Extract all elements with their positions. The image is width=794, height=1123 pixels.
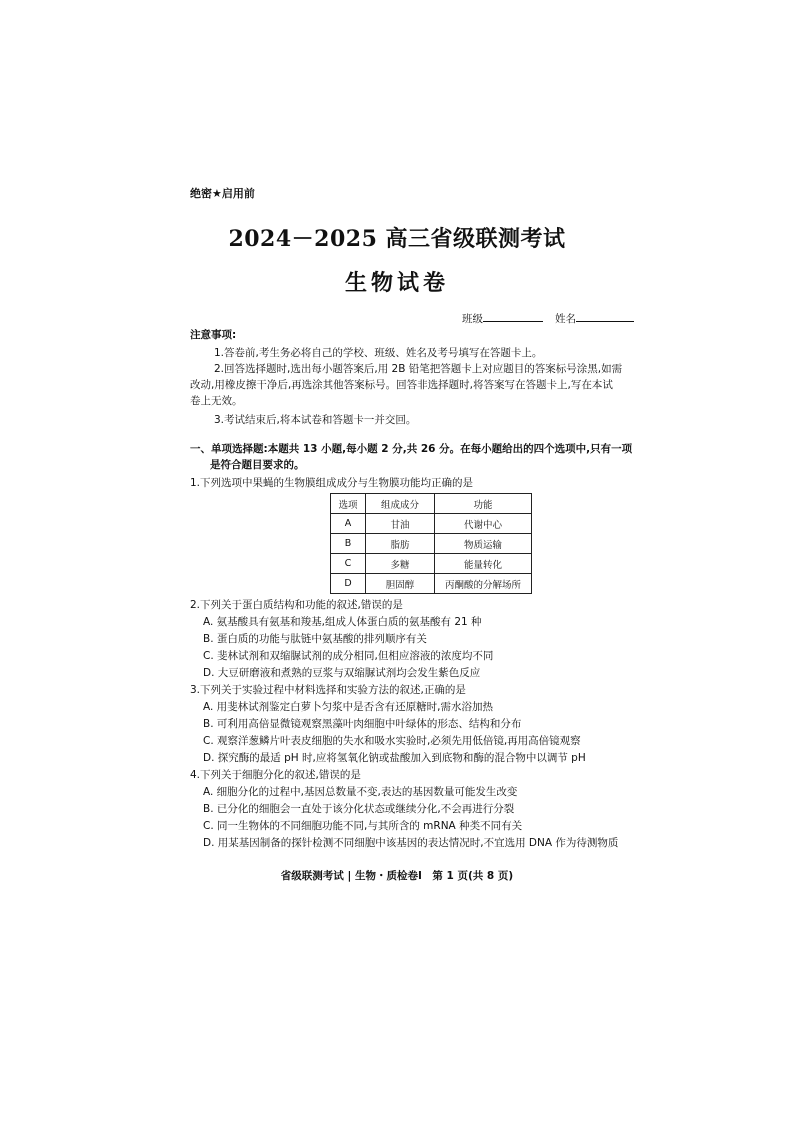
question-4-option-b: B. 已分化的细胞会一直处于该分化状态或继续分化,不会再进行分裂 — [203, 803, 515, 815]
table-header-cell: 选项 — [331, 494, 366, 514]
name-label: 姓名 — [555, 313, 576, 325]
table-row — [331, 574, 532, 594]
question-4-option-a: A. 细胞分化的过程中,基因总数量不变,表达的基因数量可能发生改变 — [203, 786, 518, 798]
notice-item-2-line3: 卷上无效。 — [190, 395, 243, 407]
confidential-label: 绝密★启用前 — [190, 187, 255, 200]
exam-title: 2024－2025 高三省级联测考试 — [228, 226, 566, 252]
table-header-cell: 组成成分 — [366, 494, 435, 514]
notice-item-2-line1: 2.回答选择题时,选出每小题答案后,用 2B 铅笔把答题卡上对应题目的答案标号涂黑,如需 — [214, 363, 623, 375]
section-heading-line1: 一、单项选择题:本题共 13 小题,每小题 2 分,共 26 分。在每小题给出的四个选项中,只有一项 — [190, 443, 633, 455]
table-cell: 脂肪 — [366, 534, 435, 554]
table-row — [331, 534, 532, 554]
class-label: 班级 — [462, 313, 483, 325]
question-3-option-a: A. 用斐林试剂鉴定白萝卜匀浆中是否含有还原糖时,需水浴加热 — [203, 701, 494, 713]
question-2-option-c: C. 斐林试剂和双缩脲试剂的成分相同,但相应溶液的浓度均不同 — [203, 650, 494, 662]
table-cell: 甘油 — [366, 514, 435, 534]
question-4-stem: 4.下列关于细胞分化的叙述,错误的是 — [190, 769, 361, 781]
question-3-option-c: C. 观察洋葱鳞片叶表皮细胞的失水和吸水实验时,必须先用低倍镜,再用高倍镜观察 — [203, 735, 581, 747]
name-blank — [576, 311, 634, 322]
table-cell: 能量转化 — [435, 554, 532, 574]
question-2-option-a: A. 氨基酸具有氨基和羧基,组成人体蛋白质的氨基酸有 21 种 — [203, 616, 482, 628]
table-cell: D — [331, 574, 366, 594]
notice-heading: 注意事项: — [190, 329, 237, 341]
notice-item-2-line2: 改动,用橡皮擦干净后,再选涂其他答案标号。回答非选择题时,将答案写在答题卡上,写在本试 — [190, 379, 613, 391]
table-cell: 物质运输 — [435, 534, 532, 554]
question-2-stem: 2.下列关于蛋白质结构和功能的叙述,错误的是 — [190, 599, 403, 611]
section-heading-line2: 是符合题目要求的。 — [210, 459, 305, 471]
question-2-option-b: B. 蛋白质的功能与肽链中氨基酸的排列顺序有关 — [203, 633, 427, 645]
subject-title: 生物试卷 — [344, 270, 449, 296]
table-cell: 胆固醇 — [366, 574, 435, 594]
table-header-row — [331, 494, 532, 514]
table-cell: 丙酮酸的分解场所 — [435, 574, 532, 594]
notice-item-1: 1.答卷前,考生务必将自己的学校、班级、姓名及考号填写在答题卡上。 — [214, 347, 543, 359]
notice-item-3: 3.考试结束后,将本试卷和答题卡一并交回。 — [214, 414, 417, 426]
table-cell: 代谢中心 — [435, 514, 532, 534]
question-4-option-d: D. 用某基因制备的探针检测不同细胞中该基因的表达情况时,不宜选用 DNA 作为待测物质 — [203, 837, 619, 849]
question-1-table — [330, 493, 532, 594]
question-4-option-c: C. 同一生物体的不同细胞功能不同,与其所含的 mRNA 种类不同有关 — [203, 820, 523, 832]
table-cell: 多糖 — [366, 554, 435, 574]
table-cell: B — [331, 534, 366, 554]
table-row — [331, 514, 532, 534]
table-row — [331, 554, 532, 574]
class-blank — [483, 311, 543, 322]
table-cell: C — [331, 554, 366, 574]
question-2-option-d: D. 大豆研磨液和煮熟的豆浆与双缩脲试剂均会发生紫色反应 — [203, 667, 481, 679]
table-cell: A — [331, 514, 366, 534]
question-3-stem: 3.下列关于实验过程中材料选择和实验方法的叙述,正确的是 — [190, 684, 466, 696]
table-header-cell: 功能 — [435, 494, 532, 514]
question-3-option-b: B. 可利用高倍显微镜观察黑藻叶肉细胞中叶绿体的形态、结构和分布 — [203, 718, 522, 730]
page-footer: 省级联测考试 | 生物・质检卷Ⅰ 第 1 页(共 8 页) — [280, 870, 514, 882]
class-name-fields — [462, 311, 634, 326]
question-3-option-d: D. 探究酶的最适 pH 时,应将氢氧化钠或盐酸加入到底物和酶的混合物中以调节 pH — [203, 752, 586, 764]
question-1-stem: 1.下列选项中果蝇的生物膜组成成分与生物膜功能均正确的是 — [190, 477, 474, 489]
